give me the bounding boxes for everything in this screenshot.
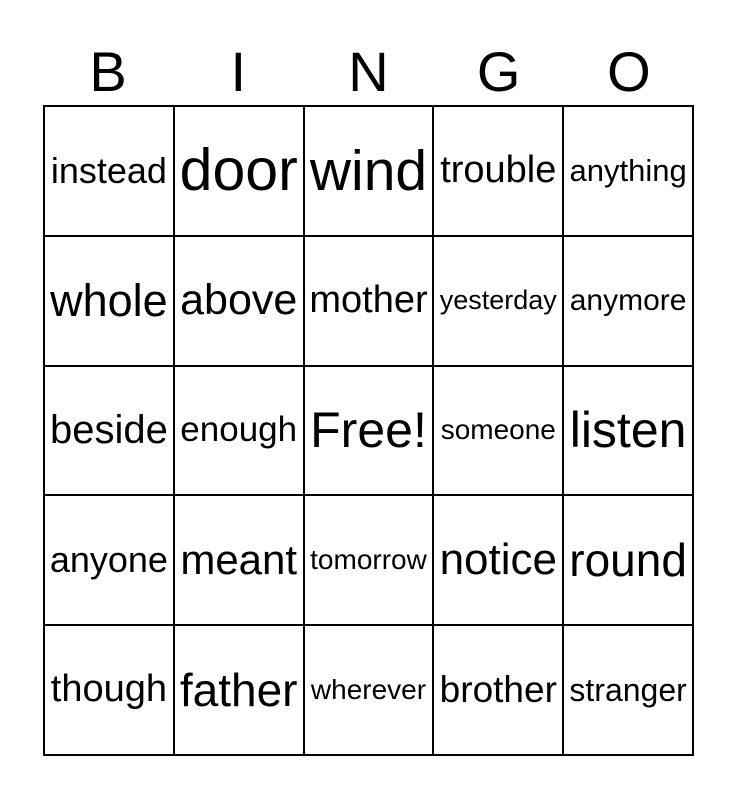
bingo-cell[interactable] [563, 106, 693, 236]
bingo-cell-word: stranger [569, 671, 687, 708]
bingo-cell-word: anything [569, 152, 687, 188]
bingo-cell-free[interactable] [304, 366, 434, 496]
bingo-cell[interactable] [44, 366, 174, 496]
bingo-title-letter: B [89, 40, 127, 103]
bingo-cell-word: anyone [49, 539, 168, 581]
bingo-cell[interactable] [304, 495, 434, 625]
bingo-cell-word: round [569, 533, 687, 586]
bingo-cell-word: listen [569, 401, 687, 458]
bingo-cell-word: meant [180, 536, 298, 584]
bingo-title-letter: O [607, 40, 651, 103]
bingo-cell-word: tomorrow [310, 543, 427, 575]
bingo-cell[interactable] [174, 366, 304, 496]
bingo-cell-word: someone [440, 414, 556, 446]
bingo-cell-word: trouble [440, 149, 557, 191]
bingo-cell-word: father [179, 663, 298, 716]
bingo-cell-word: door [179, 137, 298, 204]
bingo-cell[interactable] [304, 106, 434, 236]
bingo-title [43, 40, 694, 103]
bingo-cell-word: Free! [310, 401, 427, 458]
bingo-cell[interactable] [174, 625, 304, 755]
bingo-cell[interactable] [563, 625, 693, 755]
bingo-cell-word: above [180, 276, 298, 325]
bingo-cell-word: beside [49, 408, 168, 453]
bingo-title-letter: G [476, 40, 521, 103]
bingo-cell-word: enough [180, 410, 298, 450]
bingo-cell-word: mother [309, 278, 428, 321]
bingo-cell[interactable] [174, 495, 304, 625]
bingo-cell-word: brother [439, 668, 557, 710]
bingo-cell[interactable] [433, 106, 563, 236]
bingo-cell-word: anymore [569, 284, 687, 318]
bingo-title-letter: N [348, 40, 389, 103]
bingo-cell[interactable] [563, 495, 693, 625]
bingo-cell[interactable] [304, 236, 434, 366]
bingo-cell-word: wherever [310, 673, 427, 705]
bingo-cell[interactable] [44, 236, 174, 366]
bingo-cell-word: instead [50, 150, 167, 192]
bingo-title-letter: I [230, 40, 247, 103]
bingo-cell[interactable] [174, 106, 304, 236]
bingo-cell-word: whole [50, 274, 168, 326]
bingo-cell[interactable] [174, 236, 304, 366]
bingo-cell[interactable] [433, 366, 563, 496]
bingo-card-grid [43, 105, 694, 756]
bingo-cell[interactable] [433, 495, 563, 625]
bingo-cell-word: notice [439, 535, 557, 585]
bingo-cell-word: though [50, 668, 168, 711]
bingo-cell[interactable] [44, 106, 174, 236]
bingo-cell[interactable] [563, 366, 693, 496]
bingo-cell[interactable] [44, 625, 174, 755]
bingo-cell[interactable] [563, 236, 693, 366]
bingo-cell[interactable] [304, 625, 434, 755]
bingo-cell[interactable] [433, 625, 563, 755]
bingo-cell[interactable] [44, 495, 174, 625]
bingo-cell-word: yesterday [439, 284, 557, 315]
bingo-cell-word: wind [309, 138, 428, 203]
bingo-cell[interactable] [433, 236, 563, 366]
